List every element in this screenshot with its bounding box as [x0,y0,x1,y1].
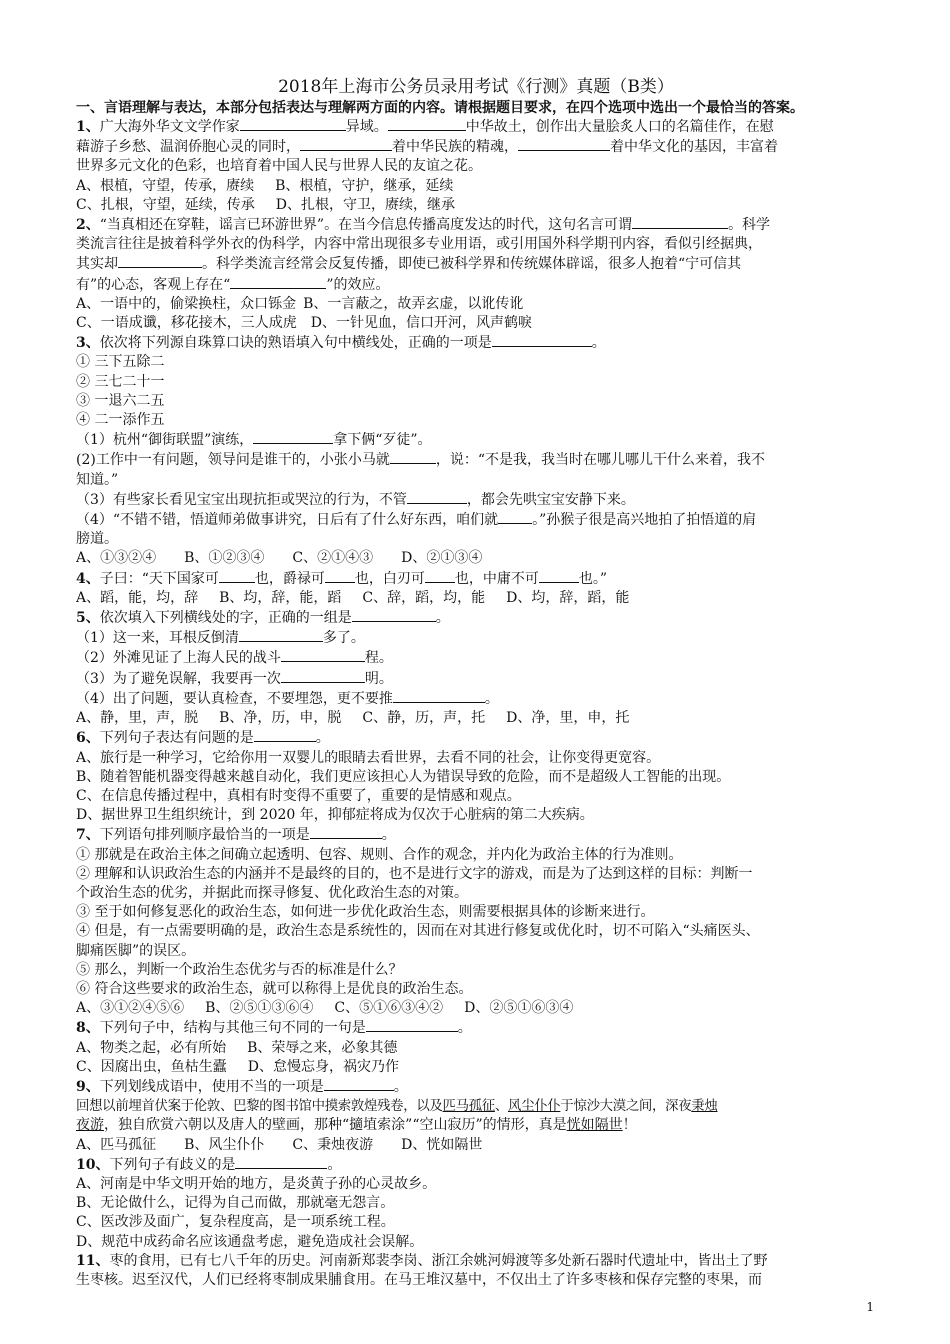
underlined-idiom: 恍如隔世 [566,1117,623,1134]
q7-item-1: ① 那就是在政治主体之间确立起透明、包容、规则、合作的观念，并内化为政治主体的行为准则。 [76,846,683,863]
answer-blank [324,1077,394,1091]
q2-line-4: 有”的心态，客观上存在“ ”的效应。 [76,276,390,293]
q6-stem: 6、下列句子表达有问题的是 。 [76,730,330,747]
answer-blank [407,490,467,504]
page-title: 2018年上海市公务员录用考试《行测》真题（B类） [278,77,674,97]
q7-item-4-cont: 脚痛医脚”的误区。 [76,942,196,959]
answer-blank [352,608,436,622]
q7-item-2: ② 理解和认识政治生态的内涵并不是最终的目的，也不是进行文字的游戏，而是为了达到这样的目标：判断一 [76,865,753,882]
q10-option-d: D、规范中成药命名应该通盘考虑，避免造成社会误解。 [76,1233,424,1250]
option-d: D、扎根，守卫，赓续，继承 [275,196,455,213]
option-b: B、风尘仆仆 [184,1136,265,1153]
answer-blank [300,137,392,151]
option-d: D、②⑤①⑥③④ [464,1000,574,1017]
q9-passage-line-2: 夜游，独自欣赏六朝以及唐人的壁画，那种“擿埴索涂”“空山寂历”的情形，真是恍如隔世！ [76,1117,637,1134]
q1-line-1: 1、广大海外华文文学作家 异域。 中华故土，创作出大量脍炙人口的名篇佳作，在慰 [76,119,774,135]
option-d: D、均，辞，蹈，能 [506,589,630,606]
q3-item-3: ③ 一退六二五 [76,392,165,409]
q2-options-cd [76,314,876,333]
q9-options [76,1136,876,1155]
answer-blank [518,137,610,151]
option-c: C、辞，蹈，均，能 [362,589,486,606]
answer-blank [366,1018,458,1032]
answer-blank [230,275,326,289]
q1-line-3: 世界多元文化的色彩，也培育着中国人民与世界人民的友谊之花。 [76,158,482,175]
q10-stem: 10、下列句子有歧义的是 。 [76,1156,342,1173]
option-d: D、恍如隔世 [401,1136,483,1153]
underlined-idiom: 匹马孤征 [442,1099,495,1115]
q4-options [76,589,876,608]
option-d: D、怠慢忘身，祸灾乃作 [247,1058,399,1075]
q11-line-1: 11、枣的食用，已有七八千年的历史。河南新郑裴李岗、浙江余姚河姆渡等多处新石器时代遗址中，皆出土了野 [76,1252,768,1269]
answer-blank [425,569,455,583]
answer-blank [254,728,316,742]
q5-stem: 5、依次填入下列横线处的字，正确的一组是 。 [76,610,450,627]
q3-sentence-4: （4）“不错不错，悟道师弟做事讲究，日后有了什么好东西，咱们就 。”孙猴子很是高兴地拍了拍悟道的肩 [76,512,757,529]
question-number: 1、 [76,119,100,135]
q3-sentence-4-cont: 膀道。 [76,531,118,548]
q3-sentence-3: （3）有些家长看见宝宝出现抗拒或哭泣的行为，不管 ，都会先哄宝宝安静下来。 [76,491,635,508]
option-b: B、一言蔽之，故弄玄虚，以讹传讹 [303,295,524,312]
answer-blank [240,117,346,131]
q7-item-2-cont: 个政治生态的优劣，并据此而探寻修复、优化政治生态的对策。 [76,884,468,901]
question-number: 3、 [76,335,100,352]
q3-sentence-2: (2)工作中一有问题，领导问是谁干的，小张小马就 ，说：“不是我，我当时在哪儿哪儿干什么来着，我不 [76,452,765,469]
underlined-idiom: 夜游 [76,1117,104,1134]
option-a: A、静，里，声，脱 [76,710,199,727]
q2-line-2: 类流言往往是披着科学外衣的伪科学，内容中常出现很多专业用语，或引用国外科学期刊内容，看似引经据典， [76,236,762,253]
option-b: B、荣辱之来，必象其德 [247,1039,398,1056]
option-b: B、净，历，申，脱 [219,710,342,727]
q3-item-4: ④ 二一添作五 [76,412,165,429]
q6-option-c: C、在信息传播过程中，真相有时变得不重要了，重要的是情感和观点。 [76,787,521,804]
q7-stem: 7、下列语句排列顺序最恰当的一项是 。 [76,827,396,844]
answer-blank [325,569,355,583]
q9-passage-line-1: 回想以前埋首伏案于伦敦、巴黎的图书馆中摸索敦煌残卷，以及匹马孤征、风尘仆仆于惊沙大漠之间，深夜秉烛 [76,1099,718,1115]
q5-options [76,709,876,728]
underlined-idiom: 秉烛 [691,1099,718,1115]
q10-option-c: C、医改涉及面广，复杂程度高，是一项系统工程。 [76,1214,395,1231]
q10-option-a: A、河南是中华文明开始的地方，是炎黄子孙的心灵故乡。 [76,1175,437,1192]
q8-options-cd [76,1058,876,1077]
answer-blank [118,254,202,268]
answer-blank [388,117,466,131]
answer-blank [235,1155,327,1169]
q3-options [76,549,876,568]
q7-item-3: ③ 至于如何修复恶化的政治生态，如何进一步优化政治生态，则需要根据具体的诊断来进行。 [76,904,655,921]
q3-item-2: ② 三七二十一 [76,373,165,390]
document-page [76,76,876,1290]
answer-blank [281,648,365,662]
option-a: A、一语中的，偷梁换柱，众口铄金 [76,295,297,312]
option-b: B、②⑤①③⑥④ [205,1000,314,1017]
option-c: C、因腐出虫，鱼枯生蠹 [76,1058,227,1075]
answer-blank [219,569,255,583]
underlined-idiom: 风尘仆仆 [508,1099,561,1115]
question-number: 4、 [76,570,100,587]
q3-sentence-2-cont: 知道。” [76,471,119,488]
q2-options-ab [76,295,876,314]
q5-sentence-4: （4）出了问题，要认真检查，不要埋怨，更不要推 。 [76,690,499,707]
answer-blank [281,669,365,683]
option-d: D、一针见血，信口开河，风声鹤唳 [310,315,532,332]
q3-sentence-1: （1）杭州“御街联盟”演练， 拿下俩“歹徒”。 [76,432,432,449]
q1-line-2: 藉游子乡愁、温润侨胞心灵的同时， 着中华民族的精魂， 着中华文化的基因，丰富着 [76,139,778,156]
q2-line-1: 2、“当真相还在穿鞋，谣言已环游世界”。在当今信息传播高度发达的时代，这句名言可谓 。科学 [76,217,771,234]
option-c: C、一语成谶，移花接木，三人成虎 [76,315,297,332]
option-d: D、②①③④ [401,550,483,567]
question-number: 6、 [76,730,100,747]
option-a: A、根植，守望，传承，赓续 [76,177,255,194]
question-number: 5、 [76,610,100,627]
q5-sentence-3: （3）为了避免误解，我要再一次 明。 [76,670,393,687]
answer-blank [498,510,532,524]
question-number: 7、 [76,827,100,844]
q10-option-b: B、无论做什么，记得为自己而做，那就毫无怨言。 [76,1195,395,1212]
option-a: A、①③②④ [76,550,157,567]
q2-line-3: 其实却 。科学类流言经常会反复传播，即使已被科学界和传统媒体辟谣，很多人抱着“宁可信其 [76,256,742,273]
answer-blank [632,215,728,229]
q6-option-d: D、据世界卫生组织统计，到 2020 年，抑郁症将成为仅次于心脏病的第二大疾病。 [76,807,594,824]
q3-stem: 3、依次将下列源自珠算口诀的熟语填入句中横线处，正确的一项是 。 [76,335,606,352]
option-a: A、匹马孤征 [76,1136,157,1153]
q7-item-6: ⑥ 符合这些要求的政治生态，就可以称得上是优良的政治生态。 [76,980,473,997]
answer-blank [393,689,485,703]
q8-stem: 8、下列句子中，结构与其他三句不同的一句是 。 [76,1020,472,1037]
q1-options-cd [76,196,876,215]
option-c: C、静，历，声，托 [362,710,486,727]
q3-item-1: ① 三下五除二 [76,354,165,371]
q1-options-ab [76,177,876,196]
q5-sentence-1: （1）这一来，耳根反倒清 多了。 [76,630,365,647]
option-a: A、③①②④⑤⑥ [76,1000,185,1017]
option-d: D、净，里，申，托 [506,710,630,727]
option-c: C、秉烛夜游 [292,1136,374,1153]
option-c: C、扎根，守望，延续，传承 [76,196,255,213]
q7-item-5: ⑤ 那么，判断一个政治生态优劣与否的标准是什么？ [76,961,403,978]
q7-item-4: ④ 但是，有一点需要明确的是，政治生态是系统性的，因而在对其进行修复或优化时，切不可陷入“头痛医头、 [76,923,760,940]
q5-sentence-2: （2）外滩见证了上海人民的战斗 程。 [76,650,393,667]
answer-blank [239,628,323,642]
question-number: 2、 [76,217,100,234]
q11-line-2: 生枣核。迟至汉代，人们已经将枣制成果脯食用。在马王堆汉墓中，不仅出土了许多枣核和保存完整的枣果，而 [76,1271,762,1288]
question-number: 9、 [76,1078,100,1095]
section-heading: 一、言语理解与表达，本部分包括表达与理解两方面的内容。请根据题目要求，在四个选项中选出一个最恰当的答案。 [76,100,804,116]
option-b: B、根植，守护，继承，延续 [275,177,454,194]
option-a: A、物类之起，必有所始 [76,1039,227,1056]
answer-blank [310,825,382,839]
q6-option-a: A、旅行是一种学习，它给你用一双婴儿的眼睛去看世界，去看不同的社会，让你变得更宽容。 [76,749,661,766]
question-number: 10、 [76,1156,110,1173]
question-number: 8、 [76,1020,100,1037]
option-b: B、①②③④ [184,550,265,567]
option-b: B、均，辞，能，蹈 [219,589,342,606]
page-number: 1 [866,1300,874,1314]
option-c: C、⑤①⑥③④② [334,1000,444,1017]
q8-options-ab [76,1039,876,1058]
option-c: C、②①④③ [292,550,374,567]
answer-blank [539,569,579,583]
answer-blank [253,430,333,444]
q6-option-b: B、随着智能机器变得越来越自动化，我们更应该担心人为错误导致的危险，而不是超级人工智能的出现。 [76,768,731,785]
answer-blank [390,450,436,464]
answer-blank [492,333,592,347]
q4-stem: 4、子曰：“天下国家可 也，爵禄可 也，白刃可 也，中庸不可 也。” [76,570,608,587]
option-a: A、蹈，能，均，辞 [76,589,199,606]
q9-stem: 9、下列划线成语中，使用不当的一项是 。 [76,1078,408,1095]
question-number: 11、 [76,1252,110,1269]
q7-options [76,999,876,1018]
